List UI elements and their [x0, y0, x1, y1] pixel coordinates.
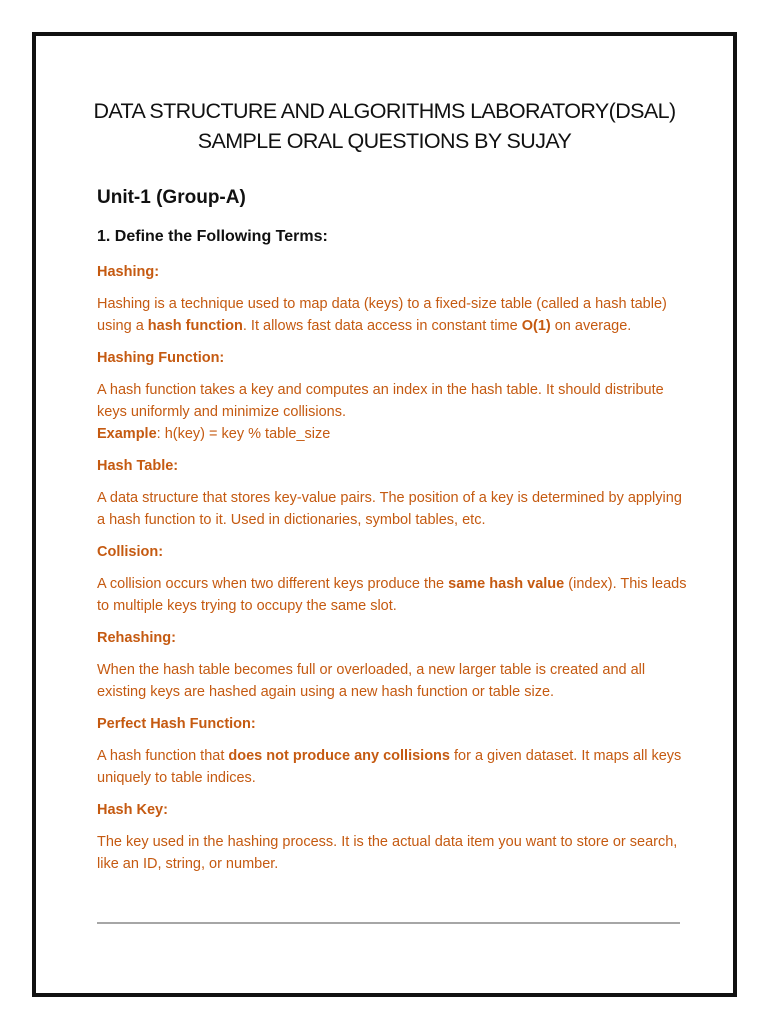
term-definition-hashing-function — [97, 379, 687, 445]
text-span: . It allows fast data access in constant time — [242, 318, 522, 334]
term-definition-rehashing: When the hash table becomes full or overloaded, a new larger table is created and all existing keys are hashed again using a new hash function or table size. — [97, 662, 646, 700]
text-span: Hashing is a technique used to map data (keys) to a fixed-size table (called a hash table) using a — [97, 296, 667, 334]
document-title — [36, 96, 733, 156]
term-definition-hashing — [97, 293, 687, 337]
term-label-perfect-hash-function: Perfect Hash Function: — [97, 716, 256, 732]
bold-span: hash function — [147, 318, 243, 334]
term-definition-collision — [97, 573, 687, 617]
text-span: A collision occurs when two different keys produce the — [97, 576, 449, 592]
text-span: A hash function that — [97, 748, 229, 764]
term-label-hashing: Hashing: — [97, 264, 160, 280]
unit-heading: Unit-1 (Group-A) — [97, 187, 246, 208]
example-label: Example — [97, 426, 157, 442]
text-span: for a given dataset. It maps all keys uniquely to table indices. — [97, 748, 682, 786]
term-definition-hash-key: The key used in the hashing process. It is the actual data item you want to store or search, like an ID, string, or number. — [97, 834, 678, 872]
term-label-hash-key: Hash Key: — [97, 802, 168, 818]
title-line-2: SAMPLE ORAL QUESTIONS BY SUJAY — [197, 129, 572, 153]
horizontal-divider — [97, 922, 680, 924]
bold-span: O(1) — [521, 318, 551, 334]
example-text: : h(key) = key % table_size — [156, 426, 331, 442]
term-label-collision: Collision: — [97, 544, 164, 560]
text-span: (index). This leads to multiple keys trying to occupy the same slot. — [97, 576, 687, 614]
text-span: A hash function takes a key and computes an index in the hash table. It should distribute keys uniformly and minimize collisions. — [97, 382, 664, 420]
term-label-rehashing: Rehashing: — [97, 630, 176, 646]
term-label-hash-table: Hash Table: — [97, 458, 179, 474]
section-heading: 1. Define the Following Terms: — [97, 228, 328, 245]
term-definition-hash-table: A data structure that stores key-value pairs. The position of a key is determined by applying a hash function to it. Used in dictionaries, symbol tables, etc. — [97, 490, 682, 528]
page-border — [32, 32, 737, 997]
document-body — [97, 186, 687, 885]
text-span: on average. — [550, 318, 632, 334]
bold-span: does not produce any collisions — [228, 748, 450, 764]
bold-span: same hash value — [448, 576, 565, 592]
term-label-hashing-function: Hashing Function: — [97, 350, 225, 366]
term-definition-perfect-hash-function — [97, 745, 687, 789]
title-line-1: DATA STRUCTURE AND ALGORITHMS LABORATORY(DSAL) — [93, 99, 676, 123]
